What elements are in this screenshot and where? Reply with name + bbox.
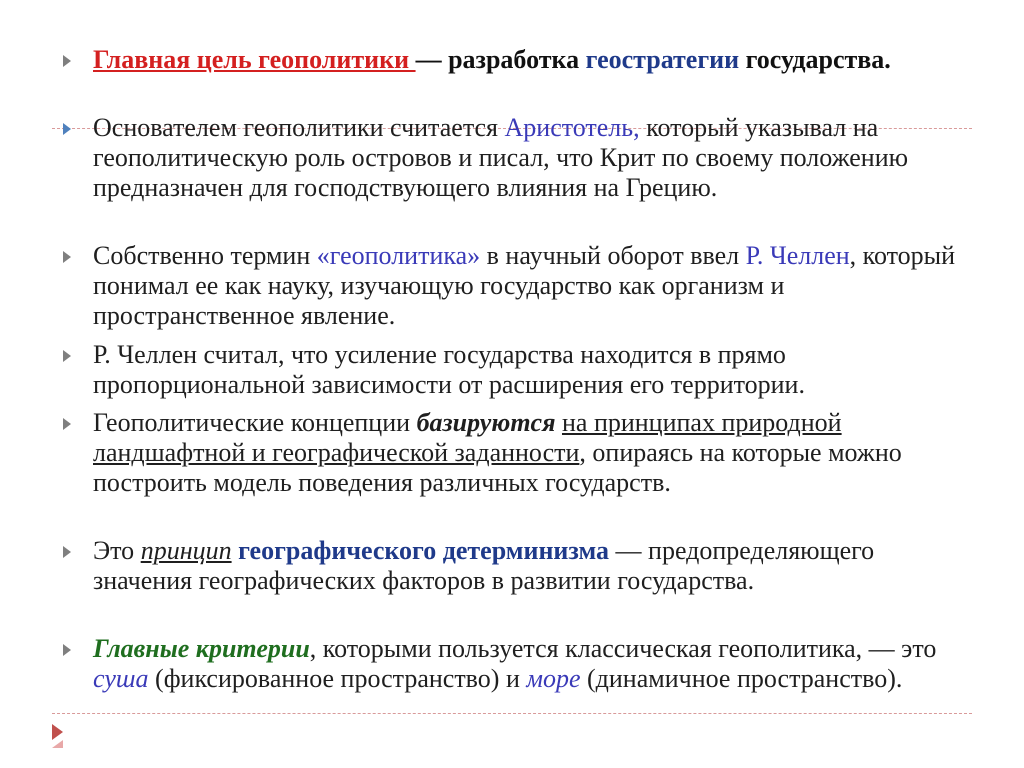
bullet-arrow-icon [63, 546, 71, 558]
text: который указывал на геополитическую роль островов и писал, что Крит по своему положению предназначен для господствующего влияния на Грецию. [93, 113, 909, 202]
text: Геополитические концепции [93, 408, 417, 437]
determinism-term: географического детерминизма [238, 536, 610, 565]
text: Основателем геополитики [93, 113, 384, 142]
principles-phrase: на принципах природной ландшафтной и географической заданности [93, 408, 842, 467]
text: (фиксированное пространство) и [148, 664, 527, 693]
geostrategy-term: геостратегии [585, 45, 740, 74]
chellen-name: Р. Челлен [745, 241, 850, 270]
bullet-item-7 [93, 634, 973, 694]
text: Это [93, 536, 141, 565]
text: государства. [739, 45, 891, 74]
bullet-item-1 [93, 45, 973, 75]
bullet-item-3 [93, 241, 973, 331]
corner-triangle-icon [52, 724, 63, 740]
principle-term: принцип [140, 536, 232, 565]
bullet-item-4 [93, 340, 973, 400]
text: , которыми пользуется классическая геополитика, — это [309, 634, 937, 663]
text: считается [383, 113, 505, 142]
text: , который понимал ее как науку, изучающую государство как организм и пространственное явление. [93, 241, 956, 330]
aristotle-name: Аристотель, [504, 113, 640, 142]
main-goal-term: Главная цель геополитики [93, 45, 416, 74]
text: — предопределяющего значения географических факторов в развитии государства. [93, 536, 875, 595]
text: Собственно термин [93, 241, 317, 270]
text: в научный оборот ввел [480, 241, 746, 270]
geopolitics-term: «геополитика» [316, 241, 481, 270]
text: Р. Челлен считал, что усиление государства находится в прямо пропорциональной зависимости от расширения его территории. [93, 340, 805, 399]
bullet-arrow-icon [63, 418, 71, 430]
bullet-arrow-icon [63, 350, 71, 362]
bullet-item-2 [93, 113, 973, 203]
bullet-arrow-icon [63, 123, 71, 135]
based-term: базируются [416, 408, 556, 437]
bullet-arrow-icon [63, 644, 71, 656]
bullet-item-6 [93, 536, 973, 596]
guide-line-bottom [52, 713, 972, 714]
bullet-arrow-icon [63, 55, 71, 67]
main-criteria-term: Главные критерии [93, 634, 310, 663]
bullet-arrow-icon [63, 251, 71, 263]
text: (динамичное пространство). [580, 664, 903, 693]
text: , опираясь на которые можно построить модель поведения различных государств. [93, 438, 902, 497]
bullet-item-5 [93, 408, 973, 498]
text: — разработка [415, 45, 586, 74]
sea-term: море [526, 664, 581, 693]
land-term: суша [93, 664, 149, 693]
